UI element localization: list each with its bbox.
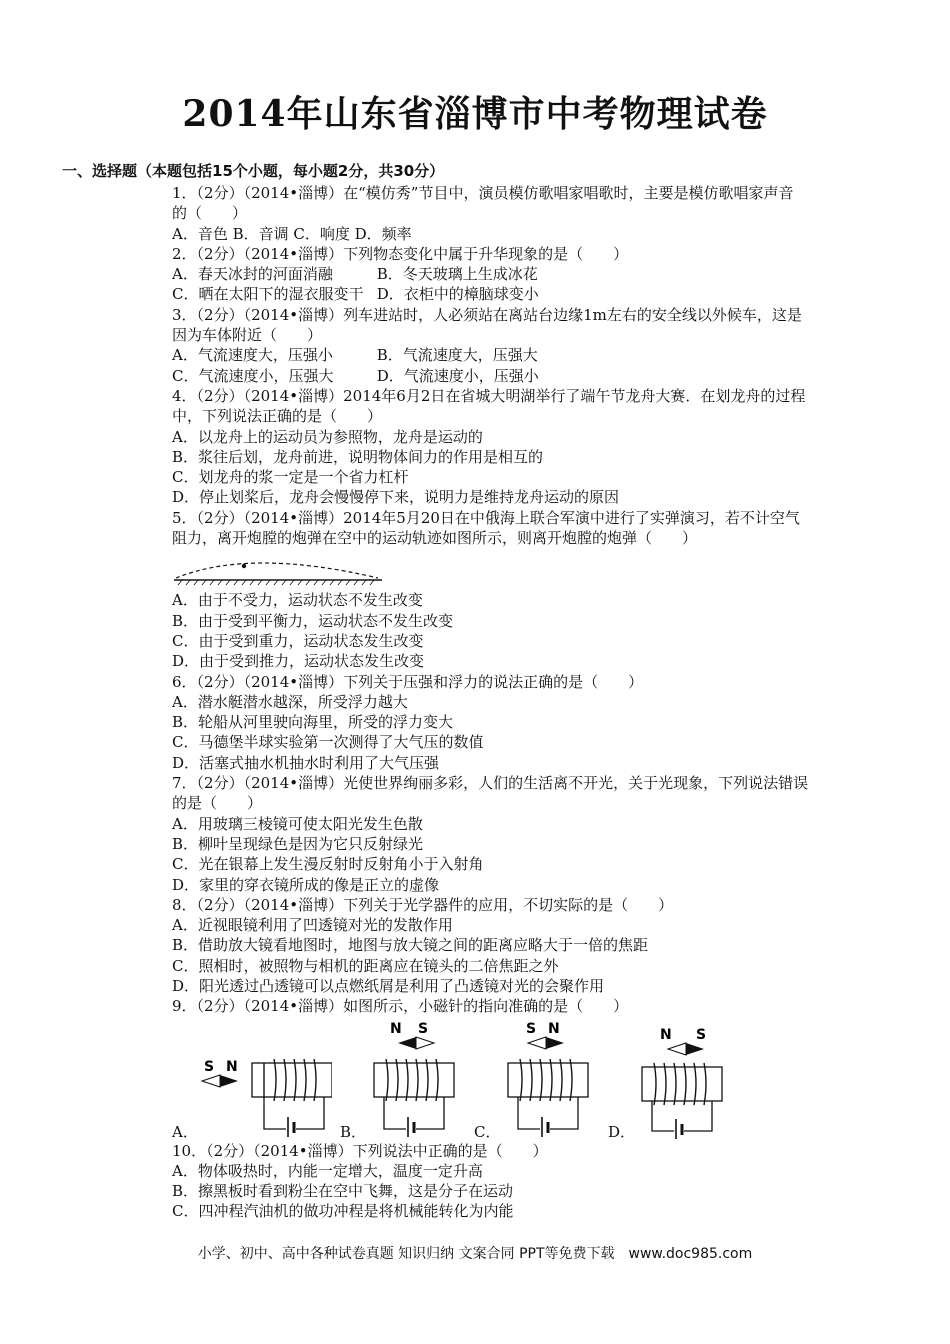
question-5-option-c: C．由于受到重力，运动状态发生改变 <box>172 631 424 650</box>
question-3-options-row2 <box>172 366 890 386</box>
question-5-option-b: B．由于受到平衡力，运动状态不发生改变 <box>172 611 454 630</box>
question-7-stem-line2: 的是（ ） <box>172 794 263 813</box>
needle-a-left-pole: S <box>204 1058 215 1075</box>
needle-b-right-pole: S <box>418 1020 429 1037</box>
question-3-option-b: B．气流速度大，压强大 <box>376 346 538 365</box>
question-4-option-b: B．浆往后划，龙舟前进，说明物体间力的作用是相互的 <box>172 447 544 466</box>
figure-b-label: B． <box>340 1123 367 1142</box>
question-5-stem-line1: 5．（2分）（2014•淄博）2014年5月20日在中俄海上联合军演中进行了实弹演习，若不计空气 <box>172 508 800 527</box>
question-8-option-a: A．近视眼镜利用了凹透镜对光的发散作用 <box>172 916 453 935</box>
question-2-options-row1 <box>172 264 890 284</box>
question-8-option-b: B．借助放大镜看地图时，地图与放大镜之间的距离应略大于一倍的焦距 <box>172 936 649 955</box>
question-4-option-c: C．划龙舟的浆一定是一个省力杠杆 <box>172 468 409 487</box>
question-9-figures <box>172 1019 890 1141</box>
question-5-option-d: D．由于受到推力，运动状态发生改变 <box>172 652 425 671</box>
question-7-option-a: A．用玻璃三棱镜可使太阳光发生色散 <box>172 814 423 833</box>
question-4-option-a: A．以龙舟上的运动员为参照物，龙舟是运动的 <box>172 427 483 446</box>
magnet-figure-a <box>172 1019 302 1141</box>
question-4-option-d: D．停止划桨后，龙舟会慢慢停下来，说明力是维持龙舟运动的原因 <box>172 488 620 507</box>
figure-c-label: C． <box>474 1123 501 1142</box>
question-7-option-c: C．光在银幕上发生漫反射时反射角小于入射角 <box>172 855 484 874</box>
question-10-stem: 10．（2分）（2014•淄博）下列说法中正确的是（ ） <box>172 1141 548 1160</box>
question-3-option-c: C．气流速度小，压强大 <box>172 366 334 385</box>
question-10-option-b: B．擦黑板时看到粉尘在空中飞舞，这是分子在运动 <box>172 1182 514 1201</box>
magnet-figure-c <box>474 1019 604 1141</box>
needle-b-left-pole: N <box>390 1020 402 1037</box>
question-8-option-d: D．阳光透过凸透镜可以点燃纸屑是利用了凸透镜对光的会聚作用 <box>172 976 605 995</box>
needle-d-right-pole: S <box>696 1026 707 1043</box>
question-2-option-b: B．冬天玻璃上生成冰花 <box>376 265 538 284</box>
question-3-option-a: A．气流速度大，压强小 <box>172 346 333 365</box>
question-7-stem-line1: 7．（2分）（2014•淄博）光使世界绚丽多彩，人们的生活离不开光，关于光现象，下列说法错误 <box>172 774 809 793</box>
magnet-figure-d <box>608 1019 738 1141</box>
question-1-options: A．音色 B．音调 C．响度 D．频率 <box>172 224 412 243</box>
question-7-option-d: D．家里的穿衣镜所成的像是正立的虚像 <box>172 875 440 894</box>
needle-c-right-pole: N <box>548 1020 560 1037</box>
question-2-option-d: D．衣柜中的樟脑球变小 <box>376 285 539 304</box>
question-1-stem-line1: 1．（2分）（2014•淄博）在“模仿秀”节目中，演员模仿歌唱家唱歌时，主要是模仿歌唱家声音 <box>172 184 794 202</box>
question-3-option-d: D．气流速度小，压强小 <box>376 366 539 385</box>
question-2-options-row2 <box>172 284 890 304</box>
magnet-figure-b <box>340 1019 470 1141</box>
question-8-stem: 8．（2分）（2014•淄博）下列关于光学器件的应用，不切实际的是（ ） <box>172 895 674 914</box>
question-2-option-a: A．春天冰封的河面消融 <box>172 265 333 284</box>
needle-c-left-pole: S <box>526 1020 537 1037</box>
figure-d-label: D． <box>608 1123 636 1142</box>
question-3-stem-line1: 3．（2分）（2014•淄博）列车进站时，人必须站在离站台边缘1m左右的安全线以外候车，这是 <box>172 305 802 324</box>
question-5-stem-line2: 阻力，离开炮膛的炮弹在空中的运动轨迹如图所示，则离开炮膛的炮弹（ ） <box>172 529 698 548</box>
figure-a-label: A． <box>172 1123 198 1142</box>
question-6-option-c: C．马德堡半球实验第一次测得了大气压的数值 <box>172 733 484 752</box>
question-3-stem-line2: 因为车体附近（ ） <box>172 326 323 345</box>
question-4-stem-line2: 中，下列说法正确的是（ ） <box>172 407 383 426</box>
question-9-stem: 9．（2分）（2014•淄博）如图所示，小磁针的指向准确的是（ ） <box>172 997 629 1016</box>
question-4-stem-line1: 4．（2分）（2014•淄博）2014年6月2日在省城大明湖举行了端午节龙舟大赛．在划龙舟的过程 <box>172 386 806 405</box>
question-6-stem: 6．（2分）（2014•淄博）下列关于压强和浮力的说法正确的是（ ） <box>172 672 644 691</box>
trajectory-figure <box>172 552 384 586</box>
question-1-stem-line2: 的（ ） <box>172 204 248 223</box>
question-6-option-a: A．潜水艇潜水越深，所受浮力越大 <box>172 692 408 711</box>
question-2-option-c: C．晒在太阳下的湿衣服变干 <box>172 285 364 304</box>
question-10-option-c: C．四冲程汽油机的做功冲程是将机械能转化为内能 <box>172 1202 514 1221</box>
question-3-options-row1 <box>172 345 890 365</box>
page-title: 2014年山东省淄博市中考物理试卷 <box>182 93 768 135</box>
question-list <box>172 183 890 1222</box>
section-heading: 一、选择题（本题包括15个小题，每小题2分，共30分） <box>62 162 445 180</box>
needle-d-left-pole: N <box>660 1026 672 1043</box>
question-6-option-d: D．活塞式抽水机抽水时利用了大气压强 <box>172 753 440 772</box>
page-footer: 小学、初中、高中各种试卷真题 知识归纳 文案合同 PPT等免费下载 www.doc985.com <box>197 1246 753 1262</box>
question-2-stem: 2．（2分）（2014•淄博）下列物态变化中属于升华现象的是（ ） <box>172 244 629 263</box>
question-10-option-a: A．物体吸热时，内能一定增大，温度一定升高 <box>172 1161 483 1180</box>
question-8-option-c: C．照相时，被照物与相机的距离应在镜头的二倍焦距之外 <box>172 956 559 975</box>
question-5-option-a: A．由于不受力，运动状态不发生改变 <box>172 591 423 610</box>
question-7-option-b: B．柳叶呈现绿色是因为它只反射绿光 <box>172 834 424 853</box>
question-6-option-b: B．轮船从河里驶向海里，所受的浮力变大 <box>172 713 454 732</box>
needle-a-right-pole: N <box>226 1058 238 1075</box>
